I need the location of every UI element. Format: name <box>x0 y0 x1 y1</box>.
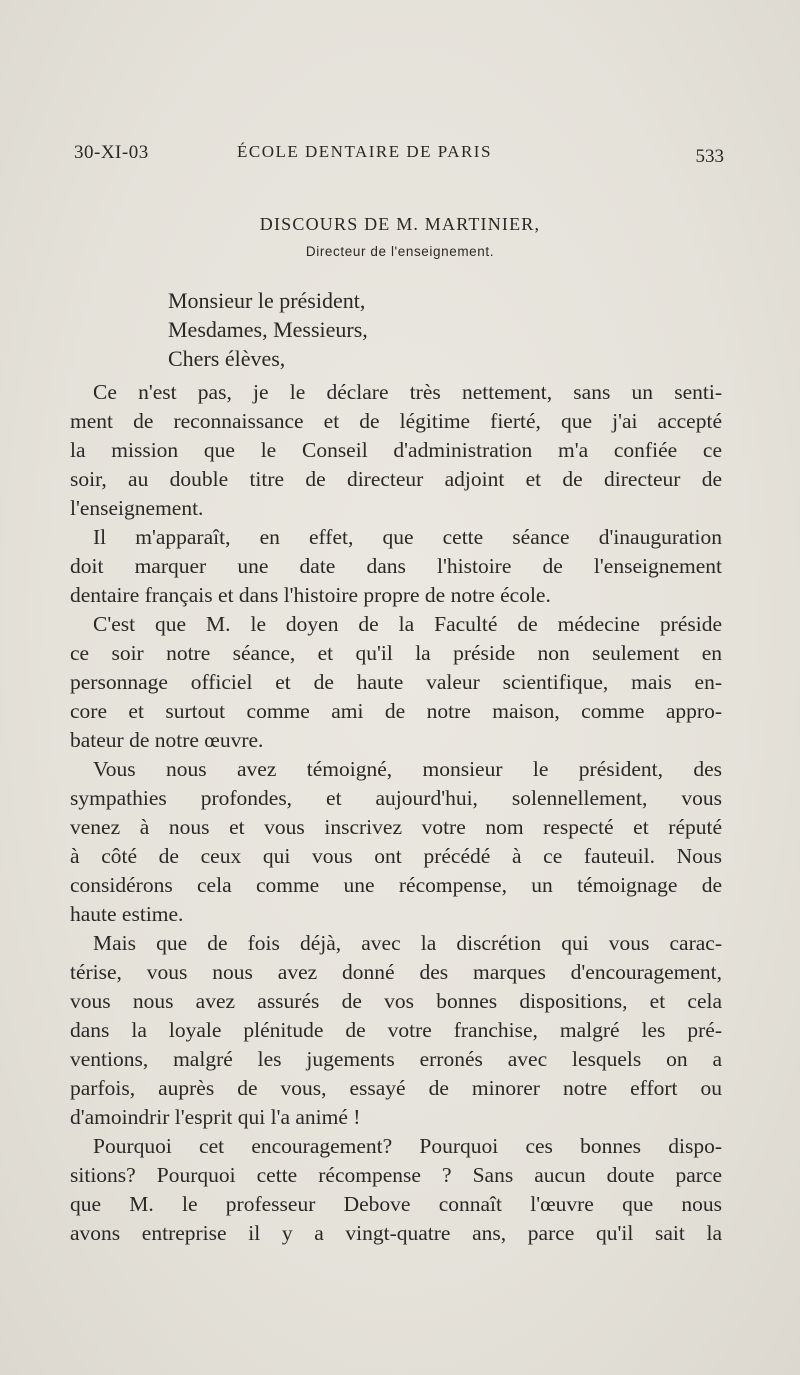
text-line: l'enseignement. <box>70 496 204 520</box>
text-line: ment de reconnaissance et de légitime fierté, que j'ai accepté <box>70 409 722 433</box>
paragraph <box>70 755 722 929</box>
text-line: Il m'apparaît, en effet, que cette séance d'inauguration <box>93 525 722 549</box>
paragraph <box>70 1132 722 1248</box>
salutations <box>168 286 368 373</box>
text-line: ce soir notre séance, et qu'il la préside non seulement en <box>70 641 722 665</box>
text-line: d'amoindrir l'esprit qui l'a animé ! <box>70 1105 361 1129</box>
text-line: Ce n'est pas, je le déclare très nettement, sans un senti- <box>93 380 722 404</box>
text-line: haute estime. <box>70 902 184 926</box>
running-head <box>74 140 724 168</box>
text-line: personnage officiel et de haute valeur scientifique, mais en- <box>70 670 722 694</box>
text-line: parfois, auprès de vous, essayé de minorer notre effort ou <box>70 1076 722 1100</box>
text-line: sympathies profondes, et aujourd'hui, solennellement, vous <box>70 786 722 810</box>
paragraph <box>70 378 722 523</box>
text-line: avons entreprise il y a vingt-quatre ans, parce qu'il sait la <box>70 1221 722 1245</box>
page-number: 533 <box>695 146 724 167</box>
text-line: térise, vous nous avez donné des marques d'encouragement, <box>70 960 722 984</box>
text-line: que M. le professeur Debove connaît l'œuvre que nous <box>70 1192 722 1216</box>
text-line: Mais que de fois déjà, avec la discrétion qui vous carac- <box>93 931 722 955</box>
body-text <box>70 378 722 1248</box>
text-line: bateur de notre œuvre. <box>70 728 264 752</box>
salutation-line: Chers élèves, <box>168 346 286 371</box>
text-line: considérons cela comme une récompense, un témoignage de <box>70 873 722 897</box>
text-line: soir, au double titre de directeur adjoint et de directeur de <box>70 467 722 491</box>
header-date: 30-XI-03 <box>74 142 149 163</box>
text-line: à côté de ceux qui vous ont précédé à ce fauteuil. Nous <box>70 844 722 868</box>
paragraph <box>70 523 722 610</box>
text-line: Vous nous avez témoigné, monsieur le président, des <box>93 757 722 781</box>
text-line: doit marquer une date dans l'histoire de l'enseignement <box>70 554 722 578</box>
text-line: Pourquoi cet encouragement? Pourquoi ces bonnes dispo- <box>93 1134 722 1158</box>
text-line: la mission que le Conseil d'administration m'a confiée ce <box>70 438 722 462</box>
text-line: core et surtout comme ami de notre maison, comme appro- <box>70 699 722 723</box>
text-line: ventions, malgré les jugements erronés avec lesquels on a <box>70 1047 722 1071</box>
salutation-line: Mesdames, Messieurs, <box>168 317 368 342</box>
text-line: vous nous avez assurés de vos bonnes dispositions, et cela <box>70 989 722 1013</box>
salutation-line: Monsieur le président, <box>168 288 366 313</box>
paragraph <box>70 929 722 1132</box>
text-line: dans la loyale plénitude de votre franchise, malgré les pré- <box>70 1018 722 1042</box>
text-line: sitions? Pourquoi cette récompense ? Sans aucun doute parce <box>70 1163 722 1187</box>
text-line: dentaire français et dans l'histoire propre de notre école. <box>70 583 551 607</box>
speech-title: DISCOURS DE M. MARTINIER, <box>259 214 541 234</box>
text-line: C'est que M. le doyen de la Faculté de médecine préside <box>93 612 722 636</box>
header-journal-title: ÉCOLE DENTAIRE DE PARIS <box>237 142 492 161</box>
text-line: venez à nous et vous inscrivez votre nom respecté et réputé <box>70 815 722 839</box>
speech-subtitle: Directeur de l'enseignement. <box>305 244 495 259</box>
paragraph <box>70 610 722 755</box>
